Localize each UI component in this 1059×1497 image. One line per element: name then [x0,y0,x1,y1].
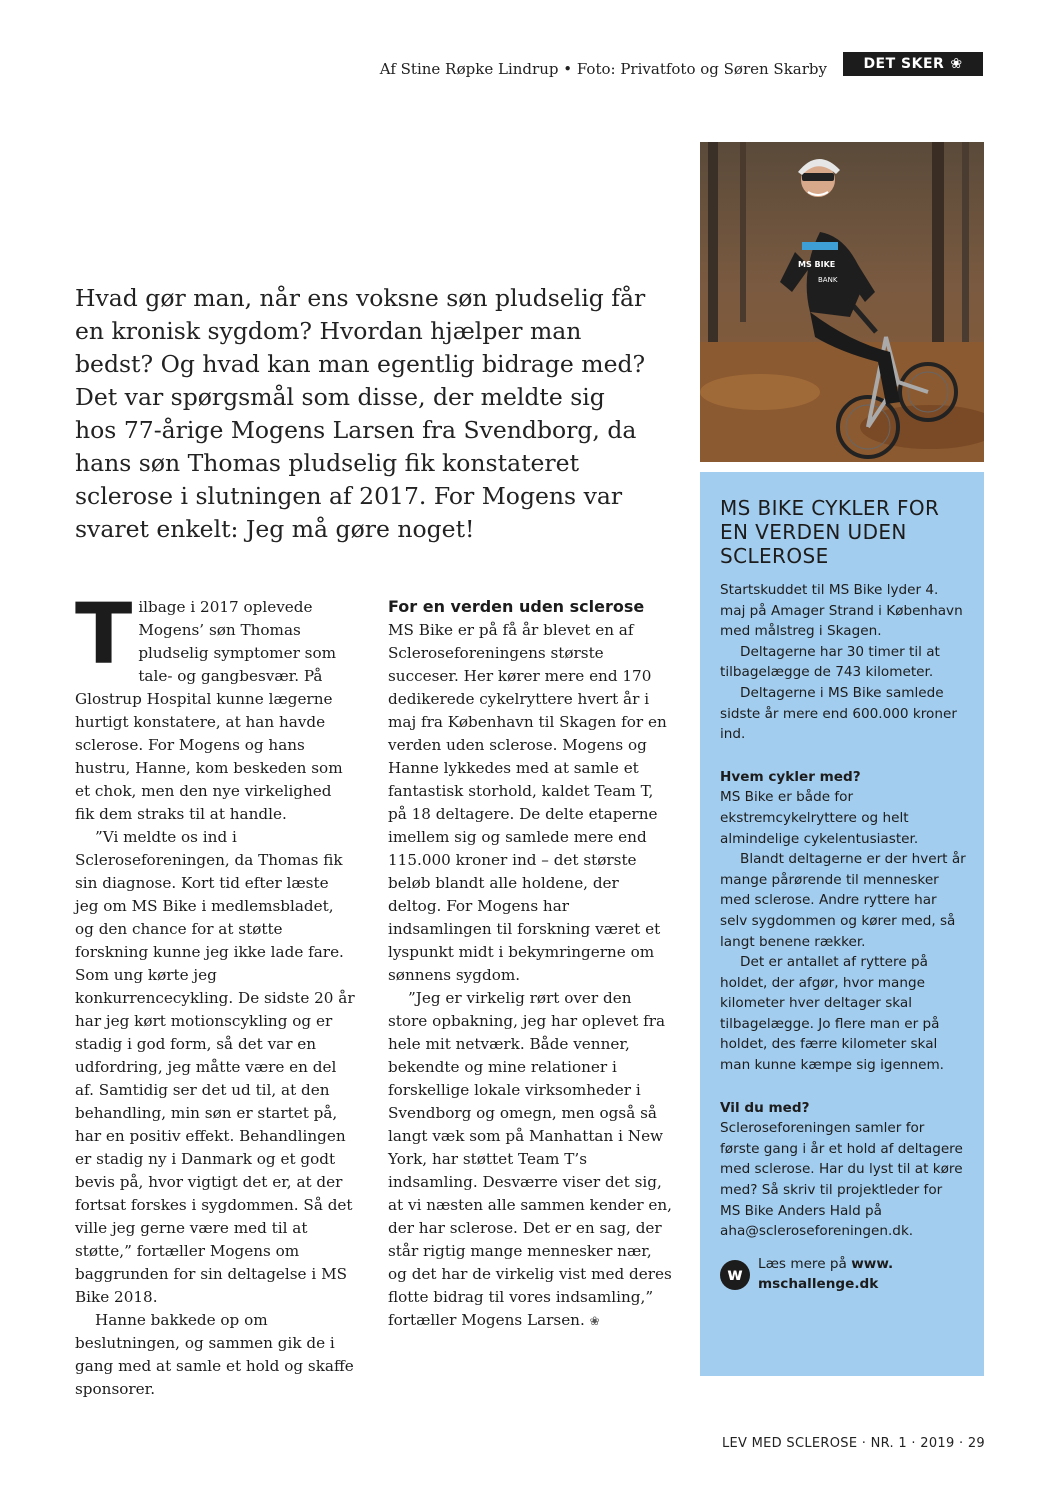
article-column-1 [75,585,355,1401]
paragraph: ”Vi meldte os ind i Scleroseforeningen, da Thomas fik sin diagnose. Kort tid efter læste jeg om MS Bike i medlemsbladet, og den chance for at støtte forskning kunne jeg ikke lade fare. Som ung kørte jeg konkurrencecykling. De sidste 20 år har jeg kørt motionscykling og er stadig i god form, så det var en udfordring, jeg måtte være en del af. Samtidig ser det ud til, at den behandling, min søn er startet på, har en positiv effekt. Behandlingen er stadig ny i Danmark og et godt bevis på, hvor vigtigt det er, at der fortsat forskes i sygdommen. Så det ville jeg gerne være med til at støtte,” fortæller Mogens om baggrunden for sin deltagelse i MS Bike 2018. [75,828,355,1306]
article-subheading: For en verden uden sclerose [388,597,645,616]
sidebar-paragraph: Scleroseforeningen samler for første gang i år et hold af deltagere med sclerose. Har du lyst til at køre med? Så skriv til projektleder for MS Bike Anders Hald på aha@scleroseforeningen.dk. [720,1120,963,1240]
jersey-text-2: BANK [818,276,838,284]
paragraph [388,987,674,1333]
read-more-link[interactable]: www. mschallenge.dk [758,1255,894,1293]
article-column-2 [388,596,674,1333]
intro-text: Hvad gør man, når ens voksne søn pludselig får en kronisk sygdom? Hvordan hjælper man bedst? Og hvad kan man egentlig bidrage med? Det var spørgsmål som disse, der meldte sig hos 77-årige Mogens Larsen fra Svendborg, da hans søn Thomas pludselig fik konstateret sclerose i slutningen af 2017. For Mogens var svaret enkelt: Jeg må gøre noget! [75,284,646,543]
sidebar-paragraph: Det er antallet af ryttere på holdet, der afgør, hvor mange kilometer hver deltager skal tilbagelægge. Jo flere man er på holdet, des færre kilometer skal man kunne kæmpe sig igennem. [720,954,945,1074]
read-more-prefix: Læs mere på [758,1255,847,1272]
paragraph-text: ilbage i 2017 oplevede Mogens’ søn Thomas pludselig symptomer som tale- og gangbesvær. På Glostrup Hospital kunne lægerne hurtigt konstatere, at han havde sclerose. For Mogens og hans hustru, Hanne, kom beskeden som et chok, men den nye virkelighed fik dem straks til at handle. [75,598,343,823]
flower-icon: ❀ [950,56,963,72]
paragraph: Hanne bakkede op om beslutningen, og sammen gik de i gang med at samle et hold og skaffe sponsorer. [75,1311,354,1398]
w-icon: w [720,1260,750,1290]
cyclist-photo [700,142,984,462]
sidebar-paragraph: Startskuddet til MS Bike lyder 4. maj på Amager Strand i København med målstreg i Skagen. [720,582,963,640]
section-tag-label: DET SKER [863,56,945,72]
paragraph [75,585,355,826]
paragraph-text: ”Jeg er virkelig rørt over den store opbakning, jeg har oplevet fra hele mit netværk. Både venner, bekendte og mine relationer i forskellige lokale virksomheder i Svendborg og omegn, men også så langt væk som på Manhattan i New York, har støttet Team T’s indsamling. Desværre viser det sig, at vi næsten alle sammen kender en, der har sclerose. Det er en sag, der står rigtig mange mennesker nær, og det har de virkelig vist med deres flotte bidrag til vores indsamling,” fortæller Mogens Larsen. [388,989,673,1329]
flower-icon: ❀ [589,1314,600,1328]
sidebar-paragraph: MS Bike er både for ekstremcykelryttere og helt almindelige cykelentusiaster. [720,789,919,847]
paragraph: MS Bike er på få år blevet en af Scleroseforeningens største succeser. Her kører mere end 170 dedikerede cykelryttere hvert år i maj fra København til Skagen for en verden uden sclerose. Mogens og Hanne lykkedes med at samle et fantastisk storhold, kaldet Team T, på 18 deltagere. De delte etaperne imellem sig og samlede mere end 115.000 kroner ind – det største beløb blandt alle holdene, der deltog. For Mogens har indsamlingen til forskning været et lyspunkt midt i bekymringerne om sønnens sygdom. [388,621,667,984]
jersey-text: MS BIKE [798,260,836,269]
sidebar-bottom-rule [700,1370,984,1376]
dropcap: T [75,585,133,683]
page-footer: LEV MED SCLEROSE · NR. 1 · 2019 · 29 [721,1436,985,1451]
sidebar-title: MS BIKE CYKLER FOR EN VERDEN UDEN SCLEROSE [720,496,940,568]
sidebar-paragraph: Blandt deltagerne er der hvert år mange pårørende til mennesker med sclerose. Andre ryttere har selv sygdommen og kører med, så langt benene rækker. [720,851,966,950]
byline: Af Stine Røpke Lindrup • Foto: Privatfoto og Søren Skarby [379,60,827,78]
sidebar-paragraph: Deltagerne har 30 timer til at tilbagelægge de 743 kilometer. [720,643,940,681]
read-more [720,1254,966,1295]
read-more-text [758,1254,966,1295]
sidebar-heading-join: Vil du med? [720,1099,810,1116]
sidebar-box [700,472,984,1370]
sidebar-paragraph: Deltagerne i MS Bike samlede sidste år mere end 600.000 kroner ind. [720,684,957,743]
section-tag [843,52,983,76]
sidebar-heading-who: Hvem cykler med? [720,768,861,785]
